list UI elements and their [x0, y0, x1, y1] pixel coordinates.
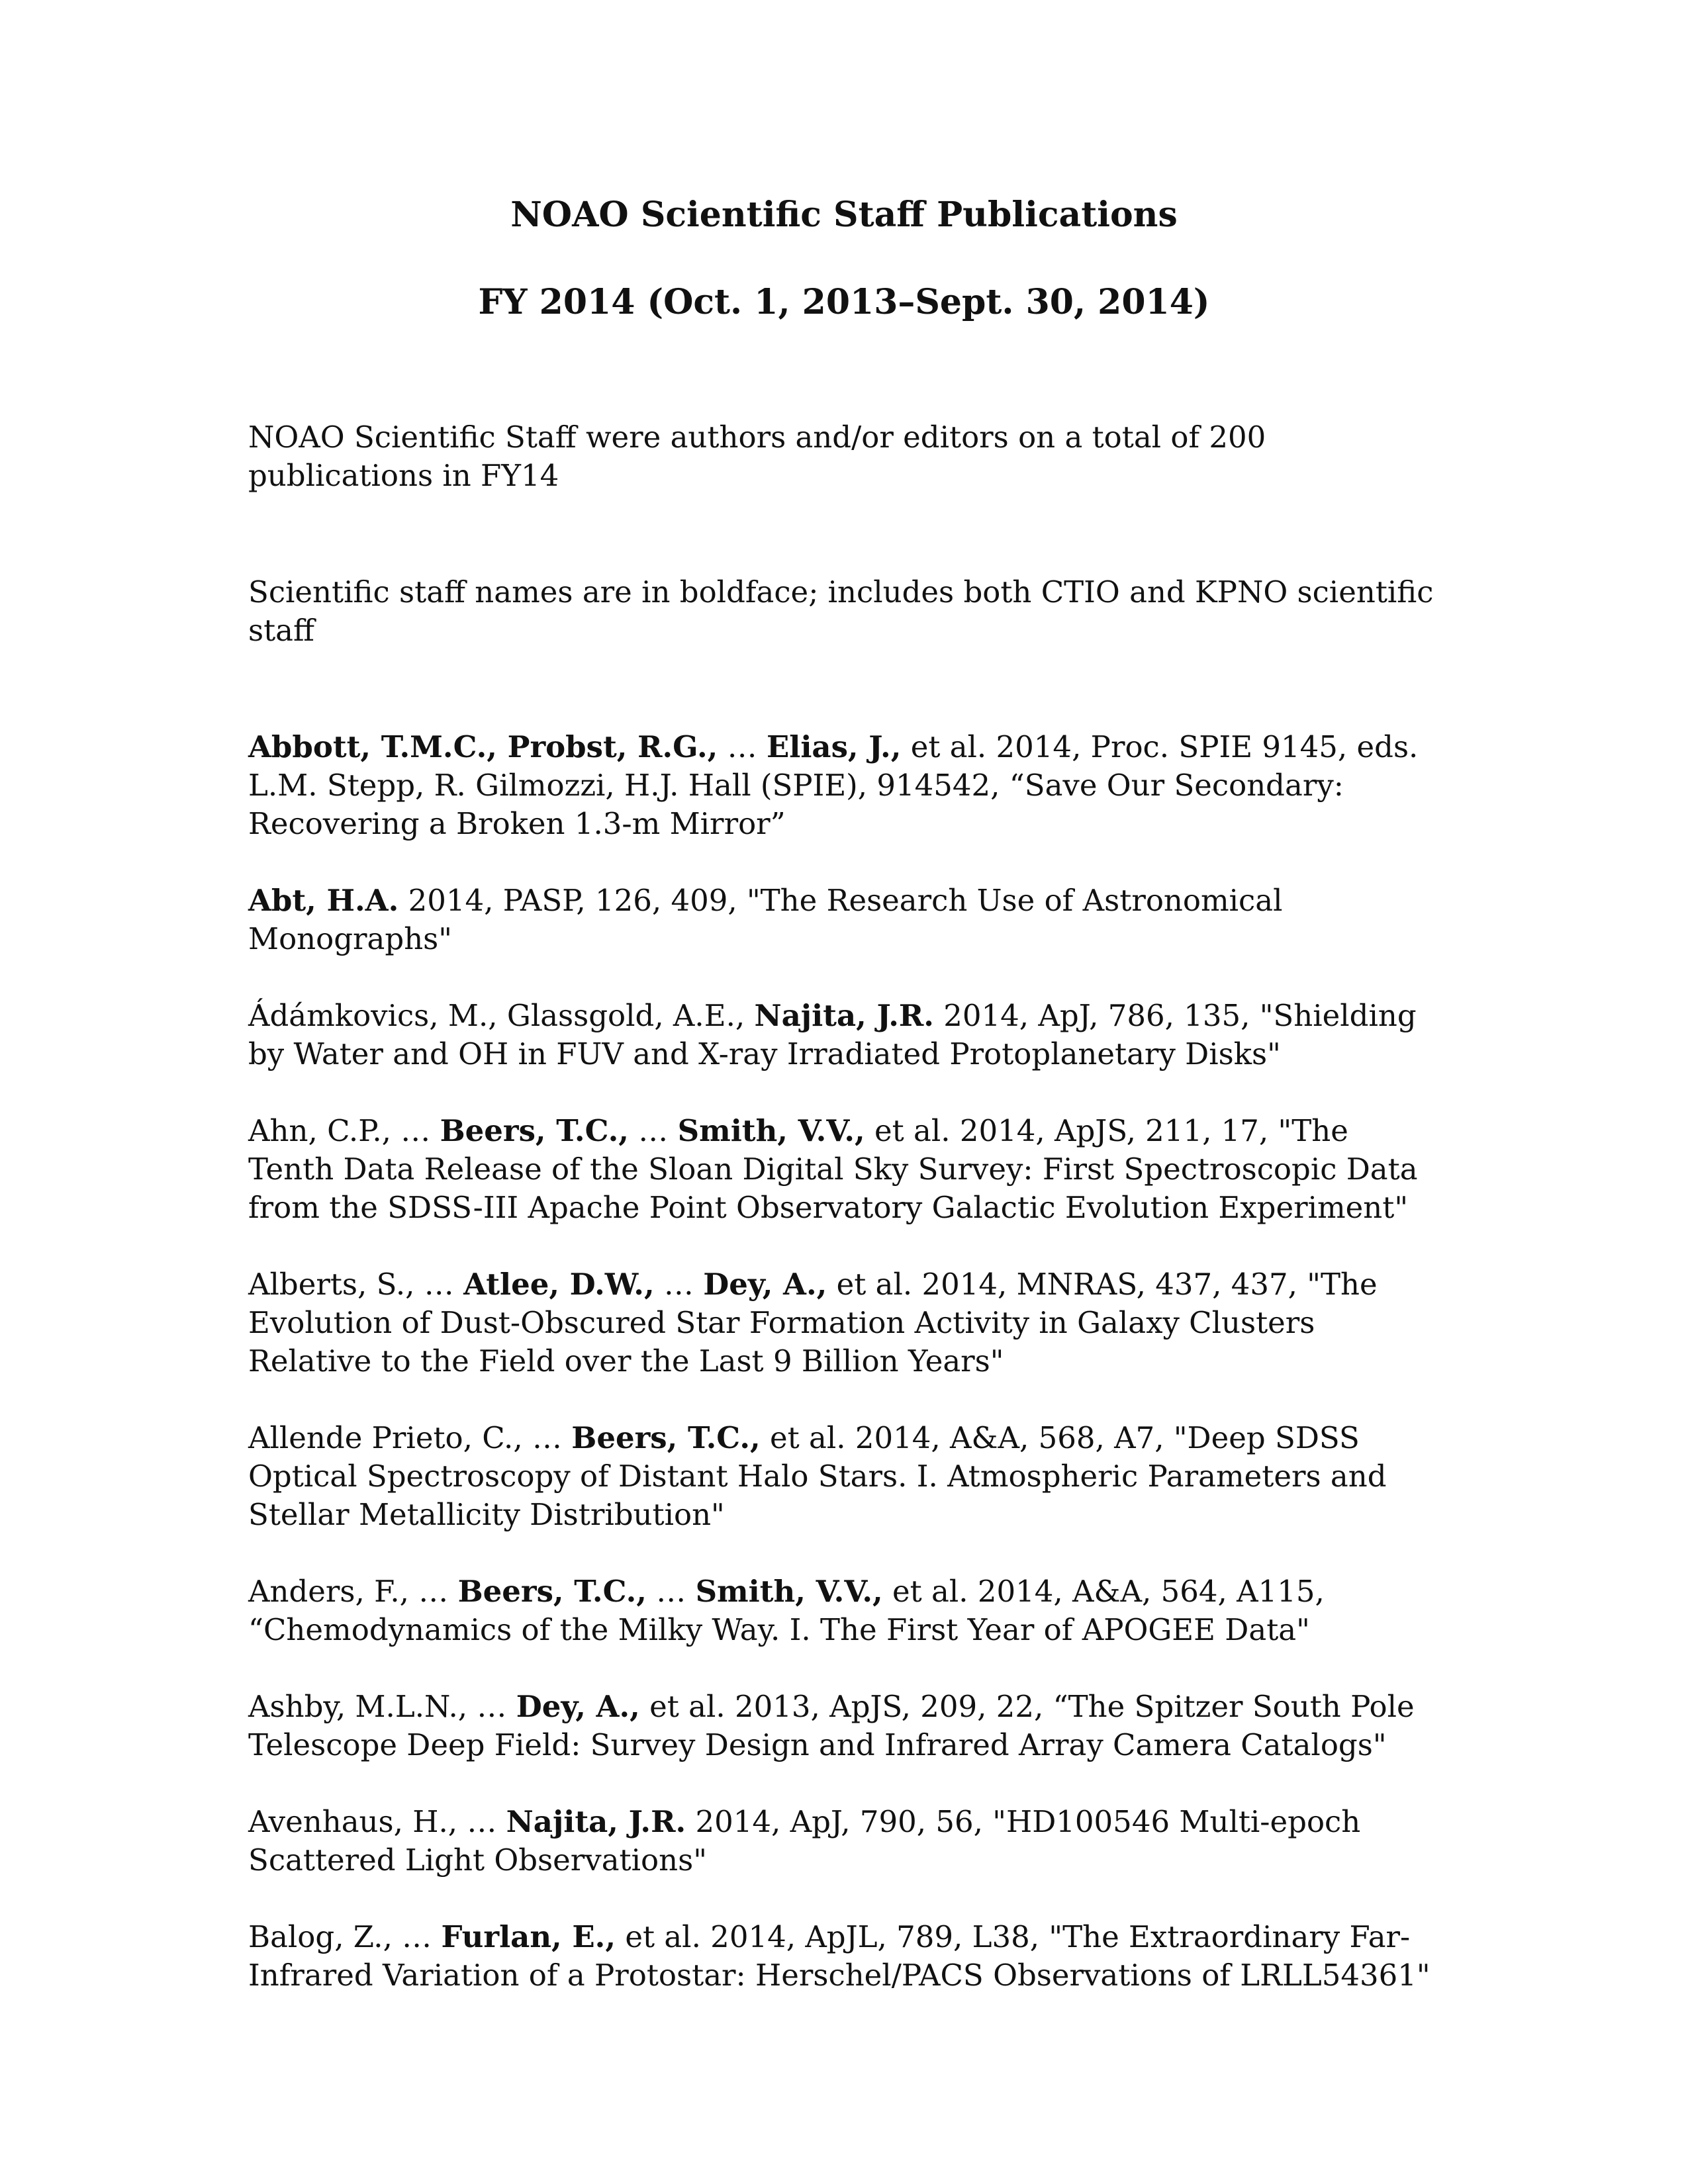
reference-text: …	[646, 1574, 696, 1609]
reference-text: et al. 2014, ApJL, 789, L38, "The Extraordinary Far-Infrared Variation of a Protostar: Herschel/PACS Observations of LRLL54361"	[248, 1919, 1430, 1993]
staff-author-name: Beers, T.C.,	[440, 1113, 629, 1148]
reference-entry	[248, 1419, 1440, 1534]
document-title: NOAO Scientific Staff Publications	[510, 195, 1178, 235]
reference-entry	[248, 882, 1440, 958]
reference-list	[248, 728, 1440, 1995]
reference-entry	[248, 1112, 1440, 1227]
intro-paragraph: NOAO Scientific Staff were authors and/or editors on a total of 200 publications in FY14	[248, 420, 1266, 493]
staff-author-name: Furlan, E.,	[441, 1919, 616, 1954]
reference-text: 2014, ApJ, 790, 56, "HD100546 Multi-epoch Scattered Light Observations"	[248, 1804, 1361, 1878]
reference-text: Ashby, M.L.N., …	[248, 1689, 516, 1724]
reference-text: Alberts, S., …	[248, 1267, 464, 1302]
reference-text: Avenhaus, H., …	[248, 1804, 506, 1839]
document-subtitle: FY 2014 (Oct. 1, 2013–Sept. 30, 2014)	[478, 282, 1210, 322]
reference-text: et al. 2014, MNRAS, 437, 437, "The Evolution of Dust-Obscured Star Formation Activity in Galaxy Clusters Relative to the Field over the Last 9 Billion Years"	[248, 1267, 1378, 1379]
reference-entry	[248, 728, 1440, 843]
staff-author-name: Elias, J.,	[766, 729, 902, 764]
reference-text: …	[628, 1113, 678, 1148]
reference-text: et al. 2014, A&A, 564, A115, “Chemodynamics of the Milky Way. I. The First Year of APOGEE Data"	[248, 1574, 1325, 1647]
reference-text: Ahn, C.P., …	[248, 1113, 440, 1148]
reference-entry	[248, 1803, 1440, 1880]
reference-text: Ádámkovics, M., Glassgold, A.E.,	[248, 998, 755, 1033]
reference-text: et al. 2014, Proc. SPIE 9145, eds. L.M. Stepp, R. Gilmozzi, H.J. Hall (SPIE), 914542, “Save Our Secondary: Recovering a Broken 1.3-m Mirror”	[248, 729, 1419, 841]
staff-author-name: Najita, J.R.	[506, 1804, 686, 1839]
staff-author-name: Beers, T.C.,	[571, 1420, 761, 1455]
reference-text: Balog, Z., …	[248, 1919, 442, 1954]
reference-text: et al. 2014, A&A, 568, A7, "Deep SDSS Optical Spectroscopy of Distant Halo Stars. I. Atmospheric Parameters and Stellar Metallicity Distribution"	[248, 1420, 1387, 1532]
staff-author-name: Abbott, T.M.C., Probst, R.G.,	[248, 729, 718, 764]
reference-text: 2014, ApJ, 786, 135, "Shielding by Water and OH in FUV and X-ray Irradiated Protoplanetary Disks"	[248, 998, 1417, 1071]
staff-author-name: Atlee, D.W.,	[463, 1267, 655, 1302]
reference-text: Anders, F., …	[248, 1574, 458, 1609]
reference-text: et al. 2014, ApJS, 211, 17, "The Tenth Data Release of the Sloan Digital Sky Survey: First Spectroscopic Data from the SDSS-III Apache Point Observatory Galactic Evolution Experiment"	[248, 1113, 1418, 1225]
staff-author-name: Dey, A.,	[516, 1689, 640, 1724]
boldface-note: Scientific staff names are in boldface; includes both CTIO and KPNO scientific staff	[248, 574, 1434, 648]
staff-author-name: Beers, T.C.,	[457, 1574, 647, 1609]
document-page	[248, 192, 1440, 2033]
reference-text: Allende Prieto, C., …	[248, 1420, 572, 1455]
reference-text: 2014, PASP, 126, 409, "The Research Use of Astronomical Monographs"	[248, 883, 1283, 956]
staff-author-name: Smith, V.V.,	[695, 1574, 883, 1609]
reference-entry	[248, 1572, 1440, 1649]
reference-text: et al. 2013, ApJS, 209, 22, “The Spitzer South Pole Telescope Deep Field: Survey Design and Infrared Array Camera Catalogs"	[248, 1689, 1415, 1762]
reference-text: …	[654, 1267, 704, 1302]
staff-author-name: Najita, J.R.	[754, 998, 934, 1033]
reference-entry	[248, 1265, 1440, 1381]
reference-entry	[248, 1688, 1440, 1764]
reference-text: …	[718, 729, 767, 764]
staff-author-name: Smith, V.V.,	[677, 1113, 865, 1148]
reference-entry	[248, 997, 1440, 1073]
staff-author-name: Dey, A.,	[703, 1267, 827, 1302]
reference-entry	[248, 1918, 1440, 1995]
staff-author-name: Abt, H.A.	[248, 883, 399, 918]
